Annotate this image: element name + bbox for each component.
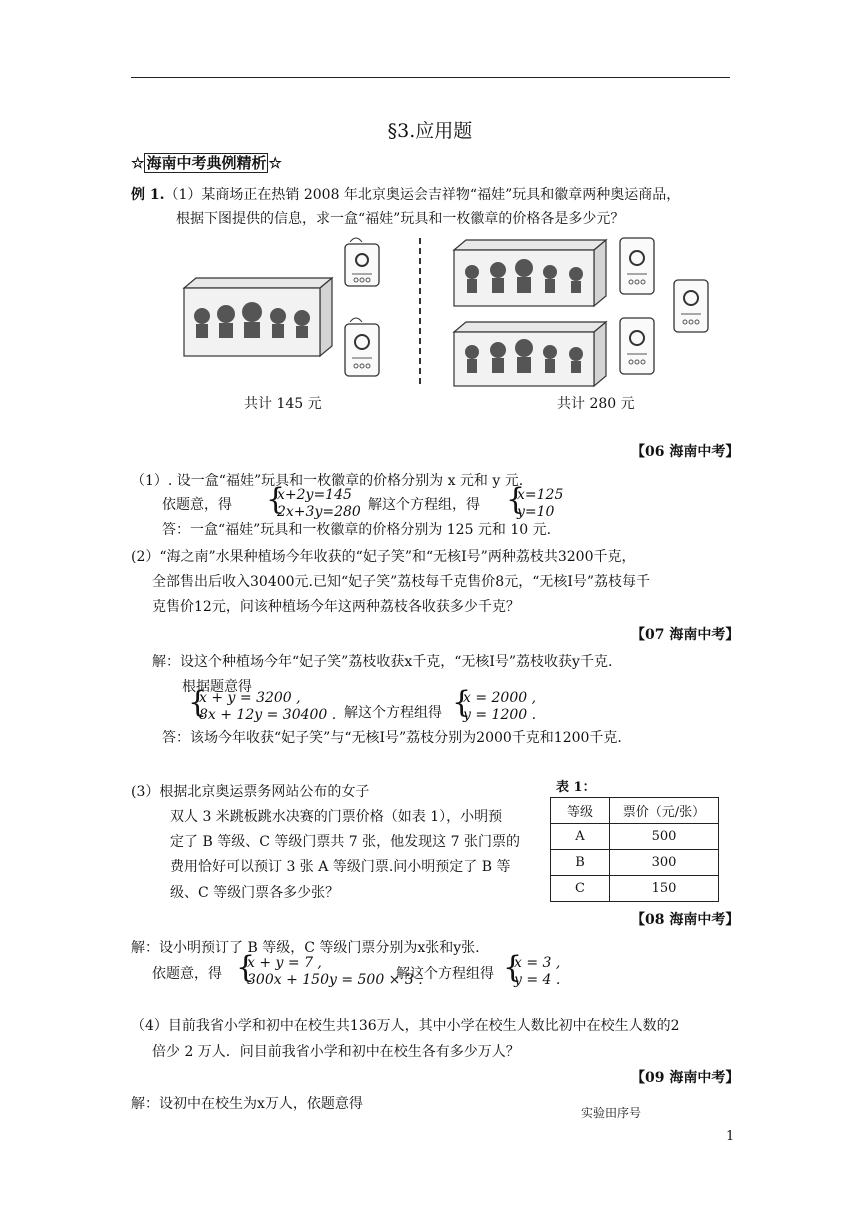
- equation-line: y = 4 .: [514, 972, 561, 988]
- table-header: 等级: [551, 798, 610, 824]
- question-3-line-1: (3）根据北京奥运票务网站公布的女子: [131, 784, 370, 800]
- table-row: [551, 850, 719, 876]
- question-4-line-2: 倍少 2 万人．问目前我省小学和初中在校生各有多少万人？: [152, 1044, 520, 1060]
- question-3-line-5: 级、C 等级门票各多少张？: [170, 885, 340, 901]
- badge-icon: [674, 280, 708, 332]
- equation-line: x + y = 7 ,: [247, 955, 322, 971]
- question-1-line-2: 根据下图提供的信息，求一盒“福娃”玩具和一枚徽章的价格各是多少元？: [176, 211, 625, 227]
- equation-line: 300x + 150y = 500 × 3 .: [247, 972, 423, 988]
- header-rule: [131, 77, 730, 78]
- star-left-icon: ☆: [131, 154, 145, 172]
- mascot-box-left: [184, 278, 332, 356]
- badge-icon: [345, 238, 379, 286]
- answer-3-setup: 解：设小明预订了 B 等级，C 等级门票分别为x张和y张.: [131, 940, 480, 956]
- answer-2-label: 根据题意得: [182, 679, 252, 695]
- answer-2-setup: 解：设这个种植场今年“妃子笑”荔枝收获x千克，“无核Ⅰ号”荔枝收获y千克.: [152, 654, 613, 670]
- source-tag-06: 【06 海南中考】: [631, 444, 740, 460]
- table-row: [551, 876, 719, 902]
- answer-3-label: 依题意，得: [152, 966, 222, 982]
- table-cell: B: [551, 850, 610, 876]
- question-3-line-3: 定了 B 等级、C 等级门票共 7 张，他发现这 7 张门票的: [170, 834, 520, 850]
- table-cell: C: [551, 876, 610, 902]
- equation-line: y = 1200 .: [463, 707, 537, 723]
- answer-1-label: 依题意，得: [162, 497, 232, 513]
- section-name: 海南中考典例精析: [146, 154, 267, 172]
- equation-line: x=125: [517, 487, 564, 503]
- answer-1-conclusion: 答：一盒“福娃”玩具和一枚徽章的价格分别为 125 元和 10 元.: [162, 522, 552, 538]
- ticket-price-table: [550, 797, 719, 902]
- source-tag-08: 【08 海南中考】: [631, 912, 740, 928]
- table-cell: 150: [610, 876, 719, 902]
- question-1-line-1: [131, 184, 680, 204]
- solution-system-2: { x = 2000 , y = 1200 .: [452, 685, 537, 723]
- question-2-line-3: 克售价12元，问该种植场今年这两种荔枝各收获多少千克？: [152, 599, 520, 615]
- mascot-figure: [180, 236, 720, 396]
- mascot-box-right-top: [454, 240, 606, 306]
- question-4-line-1: （4）目前我省小学和初中在校生共136万人，其中小学在校生人数比初中在校生人数的2: [131, 1018, 680, 1034]
- table-cell: 500: [610, 824, 719, 850]
- equation-system-1: { x+2y=145 2x+3y=280: [266, 482, 361, 520]
- answer-4-setup: 解：设初中在校生为x万人，依题意得: [131, 1096, 363, 1112]
- question-3-line-4: 费用恰好可以预订 3 张 A 等级门票.问小明预定了 B 等: [170, 859, 511, 875]
- badge-icon: [620, 238, 654, 294]
- equation-line: y=10: [517, 504, 555, 520]
- badge-icon: [345, 318, 379, 376]
- table-caption: 表 1：: [556, 780, 596, 795]
- equation-system-3: { x + y = 7 , 300x + 150y = 500 × 3 .: [236, 950, 423, 988]
- badge-icon: [620, 318, 654, 374]
- table-cell: 300: [610, 850, 719, 876]
- section-heading: [131, 152, 282, 173]
- solution-system-1: { x=125 y=10: [506, 482, 564, 520]
- equation-line: x = 2000 ,: [463, 690, 537, 706]
- answer-2-solve-label: 解这个方程组得: [344, 705, 442, 721]
- equation-line: 8x + 12y = 30400 .: [199, 707, 337, 723]
- figure-caption-right: 共计 280 元: [557, 396, 635, 412]
- table-row: [551, 824, 719, 850]
- equation-line: x+2y=145: [277, 487, 352, 503]
- mascot-box-right-bottom: [454, 322, 606, 386]
- page-title: §3.应用题: [387, 120, 473, 142]
- equation-system-2: { x + y = 3200 , 8x + 12y = 30400 .: [188, 685, 337, 723]
- page-number: 1: [726, 1129, 735, 1144]
- solution-system-3: { x = 3 , y = 4 .: [503, 950, 561, 988]
- figure-caption-left: 共计 145 元: [244, 396, 322, 412]
- answer-1-solve-label: 解这个方程组，得: [368, 497, 480, 513]
- source-tag-07: 【07 海南中考】: [631, 627, 740, 643]
- question-1-text-1: （1）某商场正在热销 2008 年北京奥运会吉祥物“福娃”玩具和徽章两种奥运商品，: [164, 187, 681, 203]
- answer-2-conclusion: 答：该场今年收获“妃子笑”与“无核Ⅰ号”荔枝分别为2000千克和1200千克.: [162, 730, 622, 746]
- stamp-text: 实验田序号: [581, 1106, 642, 1120]
- table-header: 票价（元/张）: [610, 798, 719, 824]
- equation-line: x + y = 3200 ,: [199, 690, 301, 706]
- equation-line: 2x+3y=280: [277, 504, 361, 520]
- question-2-line-1: (2）“海之南”水果种植场今年收获的“妃子笑”和“无核Ⅰ号”两种荔枝共3200千克，: [131, 549, 636, 565]
- source-tag-09: 【09 海南中考】: [631, 1070, 740, 1086]
- table-cell: A: [551, 824, 610, 850]
- answer-3-solve-label: 解这个方程组得: [396, 966, 494, 982]
- example-label: 例 1.: [131, 187, 165, 203]
- answer-1-intro: （1）. 设一盒“福娃”玩具和一枚徽章的价格分别为 x 元和 y 元.: [131, 473, 524, 489]
- figure-divider: [419, 238, 421, 384]
- star-right-icon: ☆: [268, 154, 282, 172]
- table-header-row: [551, 798, 719, 824]
- question-3-line-2: 双人 3 米跳板跳水决赛的门票价格（如表 1），小明预: [170, 809, 503, 825]
- equation-line: x = 3 ,: [514, 955, 561, 971]
- question-2-line-2: 全部售出后收入30400元.已知“妃子笑”荔枝每千克售价8元，“无核Ⅰ号”荔枝每千: [152, 574, 651, 590]
